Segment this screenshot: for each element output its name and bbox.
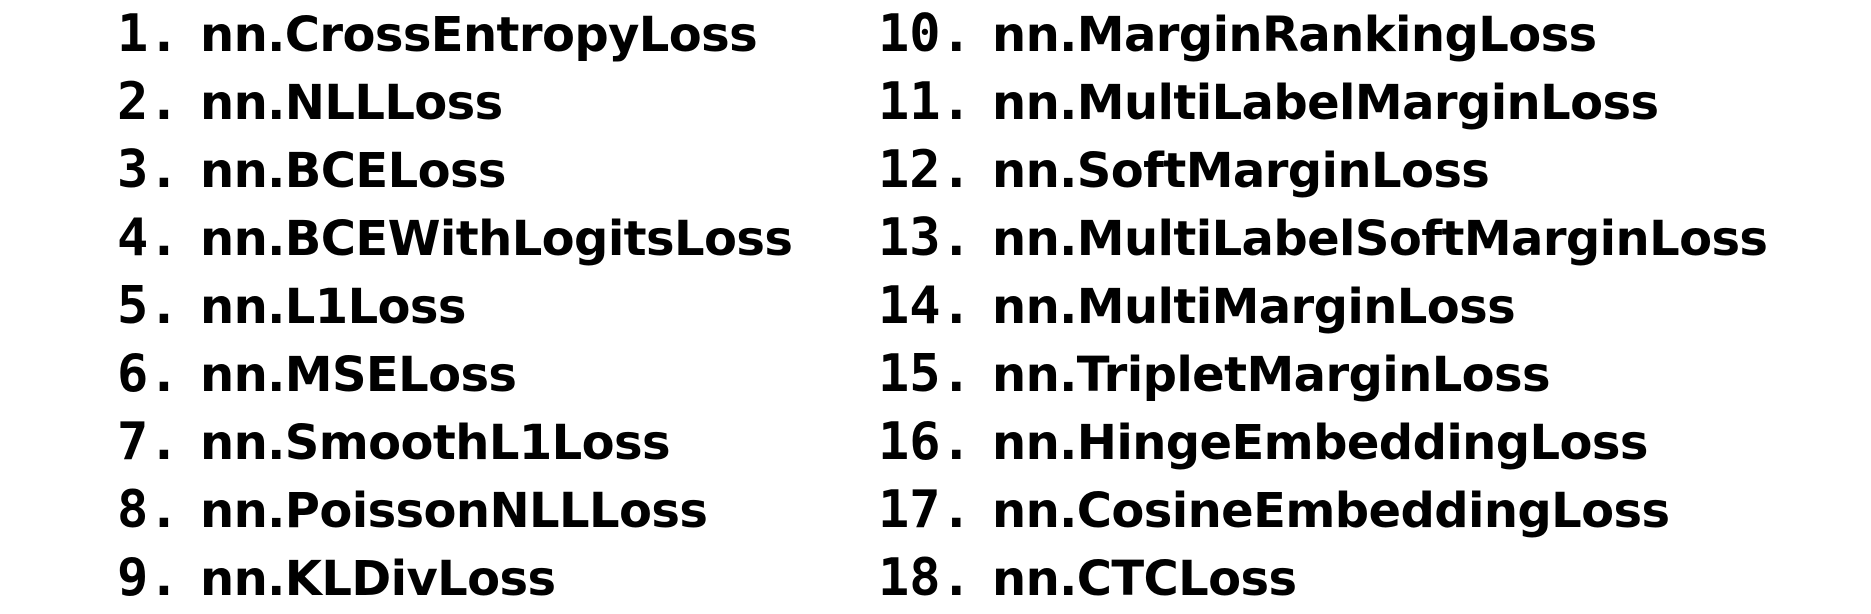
item-name: nn.L1Loss	[200, 279, 466, 335]
item-number: 3.	[117, 140, 180, 200]
item-name: nn.CrossEntropyLoss	[200, 7, 758, 63]
list-item	[878, 206, 1767, 274]
item-name: nn.NLLLoss	[200, 75, 503, 131]
item-number: 9.	[117, 548, 180, 608]
list-item	[117, 206, 792, 274]
list-item	[117, 546, 792, 614]
list-item	[878, 342, 1767, 410]
item-name: nn.CosineEmbeddingLoss	[992, 483, 1670, 539]
item-number: 11.	[878, 72, 972, 132]
list-item	[117, 342, 792, 410]
list-item	[117, 70, 792, 138]
item-number: 13.	[878, 208, 972, 268]
item-name: nn.BCEWithLogitsLoss	[200, 211, 793, 267]
item-name: nn.KLDivLoss	[200, 551, 556, 607]
item-number: 17.	[878, 480, 972, 540]
list-item	[878, 70, 1767, 138]
item-number: 15.	[878, 344, 972, 404]
item-name: nn.MarginRankingLoss	[992, 7, 1597, 63]
list-item	[878, 2, 1767, 70]
item-number: 16.	[878, 412, 972, 472]
item-name: nn.MultiMarginLoss	[992, 279, 1516, 335]
item-name: nn.SmoothL1Loss	[200, 415, 670, 471]
loss-list-right-column	[878, 2, 1767, 614]
item-name: nn.MSELoss	[200, 347, 517, 403]
item-name: nn.SoftMarginLoss	[992, 143, 1490, 199]
list-item	[117, 410, 792, 478]
list-item	[878, 410, 1767, 478]
item-number: 18.	[878, 548, 972, 608]
item-name: nn.PoissonNLLLoss	[200, 483, 708, 539]
item-name: nn.BCELoss	[200, 143, 506, 199]
list-item	[117, 2, 792, 70]
item-number: 5.	[117, 276, 180, 336]
item-number: 10.	[878, 4, 972, 64]
item-number: 12.	[878, 140, 972, 200]
item-name: nn.TripletMarginLoss	[992, 347, 1551, 403]
item-number: 2.	[117, 72, 180, 132]
item-number: 4.	[117, 208, 180, 268]
item-number: 7.	[117, 412, 180, 472]
list-item	[117, 138, 792, 206]
item-number: 8.	[117, 480, 180, 540]
item-number: 14.	[878, 276, 972, 336]
item-name: nn.CTCLoss	[992, 551, 1297, 607]
list-item	[878, 546, 1767, 614]
loss-list-left-column	[117, 2, 792, 614]
item-name: nn.MultiLabelSoftMarginLoss	[992, 211, 1768, 267]
list-item	[117, 274, 792, 342]
item-number: 1.	[117, 4, 180, 64]
item-name: nn.HingeEmbeddingLoss	[992, 415, 1648, 471]
list-item	[878, 274, 1767, 342]
item-number: 6.	[117, 344, 180, 404]
list-item	[117, 478, 792, 546]
list-item	[878, 478, 1767, 546]
list-item	[878, 138, 1767, 206]
item-name: nn.MultiLabelMarginLoss	[992, 75, 1659, 131]
